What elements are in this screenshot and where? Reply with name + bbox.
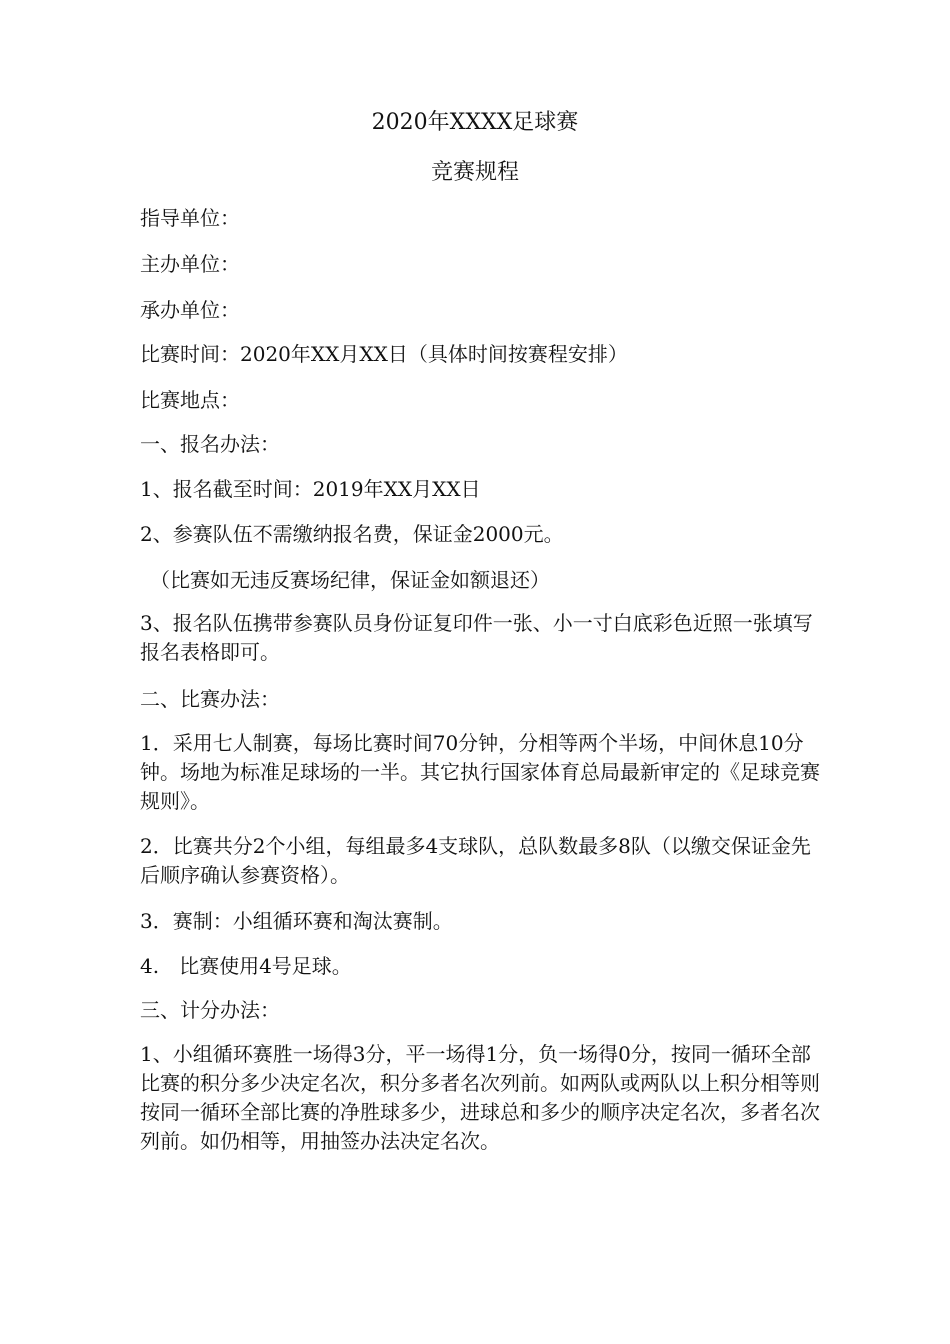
section-2-heading: 二、比赛办法： [140,687,280,711]
organizer-unit-line: 承办单位： [140,298,240,322]
section-1-heading: 一、报名办法： [140,432,280,456]
section-2-item-2: 2．比赛共分2个小组，每组最多4支球队，总队数最多8队（以缴交保证金先后顺序确认参赛资格）。 [140,834,811,887]
section-2-item-1: 1．采用七人制赛，每场比赛时间70分钟，分相等两个半场，中间休息10分钟。场地为标准足球场的一半。其它执行国家体育总局最新审定的《足球竞赛规则》。 [140,731,820,813]
section-3-heading: 三、计分办法： [140,998,280,1022]
document-subtitle: 竞赛规程 [430,160,519,185]
host-unit-line: 主办单位： [140,252,240,276]
document-title: 2020年XXXX足球赛 [371,110,579,135]
section-1-item-1: 1、报名截至时间：2019年XX月XX日 [140,477,481,501]
guide-unit-line: 指导单位： [140,206,240,230]
section-2-item-4: 4. 比赛使用4号足球。 [140,954,352,978]
section-1-item-3: 3、报名队伍携带参赛队员身份证复印件一张、小一寸白底彩色近照一张填写报名表格即可。 [140,611,813,664]
match-venue-line: 比赛地点： [140,388,240,412]
section-1-item-2: 2、参赛队伍不需缴纳报名费，保证金2000元。 [140,522,564,546]
match-time-line: 比赛时间：2020年XX月XX日（具体时间按赛程安排） [140,342,628,366]
section-3-item-1: 1、小组循环赛胜一场得3分，平一场得1分，负一场得0分，按同一循环全部比赛的积分多少决定名次，积分多者名次列前。如两队或两队以上积分相等则按同一循环全部比赛的净胜球多少，进球总和多少的顺序决定名次，多者名次列前。如仍相等，用抽签办法决定名次。 [140,1042,820,1153]
section-1-item-2-note: （比赛如无违反赛场纪律，保证金如额退还） [150,568,550,592]
section-2-item-3: 3．赛制：小组循环赛和淘汰赛制。 [140,909,453,933]
